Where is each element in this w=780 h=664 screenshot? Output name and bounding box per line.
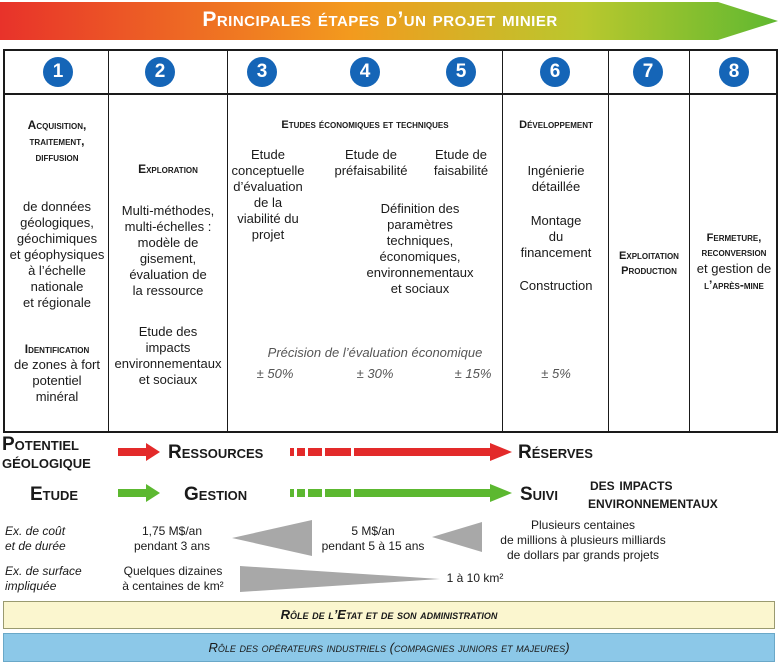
parameters-definition: Définition des paramètres techniques, économiques, environnementaux et sociaux xyxy=(366,201,474,296)
studies-heading: Etudes économiques et techniques xyxy=(281,119,449,131)
stage1-heading: Acquisition, traitement, diffusion xyxy=(27,118,87,164)
stage4-body: Etude de préfaisabilité xyxy=(334,147,408,178)
stage-number-6: 6 xyxy=(540,57,570,87)
cost-wedge-2 xyxy=(432,522,482,552)
stage1-footer: Identification de zones à fort potentiel minéral xyxy=(14,342,100,404)
stage2-body: Multi-méthodes, multi-échelles : modèle de gisement, évaluation de la ressource xyxy=(121,203,215,298)
red-arrow-1 xyxy=(118,443,162,461)
cost-stage1: 1,75 M$/an pendant 3 ans xyxy=(133,524,211,553)
operators-role-band: Rôle des opérateurs industriels (compagnies juniors et majeures) xyxy=(3,633,775,662)
surface-stage1: Quelques dizaines à centaines de km² xyxy=(122,564,224,593)
cost-stage3: Plusieurs centaines de millions à plusieurs milliards de dollars par grands projets xyxy=(500,518,666,562)
surface-wedge xyxy=(240,566,440,592)
cost-label: Ex. de coût et de durée xyxy=(5,524,66,553)
stage2-footer: Etude des impacts environnementaux et sociaux xyxy=(114,324,222,387)
stage-number-1: 1 xyxy=(43,57,73,87)
precision-stage4: ± 30% xyxy=(356,366,394,381)
stage-number-3: 3 xyxy=(247,57,277,87)
cost-stage2: 5 M$/an pendant 5 à 15 ans xyxy=(321,524,425,553)
stage-number-8: 8 xyxy=(719,57,749,87)
stage-number-2: 2 xyxy=(145,57,175,87)
precision-stage5: ± 15% xyxy=(454,366,492,381)
stage7-heading: Exploitation Production xyxy=(619,250,679,277)
stage-number-7: 7 xyxy=(633,57,663,87)
stage2-heading: Exploration xyxy=(138,162,198,176)
stage6-heading: Développement xyxy=(519,119,593,131)
reserves-label: Réserves xyxy=(518,442,593,463)
stage6-financing: Montage du financement xyxy=(520,213,592,260)
red-dashed-arrow xyxy=(290,443,514,461)
stage6-engineering: Ingénierie détaillée xyxy=(527,163,585,194)
stage-number-5: 5 xyxy=(446,57,476,87)
monitoring-label: Suivi xyxy=(520,484,558,505)
stages-table xyxy=(3,49,778,433)
green-dashed-arrow xyxy=(290,484,514,502)
cost-wedge-1 xyxy=(232,520,312,556)
stage3-body: Etude conceptuelle d’évaluation de la viabilité du projet xyxy=(231,147,305,242)
management-label: Gestion xyxy=(184,484,248,505)
study-label: Etude xyxy=(30,484,79,505)
state-role-band: Rôle de l’Etat et de son administration xyxy=(3,601,775,629)
stage8-text: Fermeture, reconversion et gestion de l’après-mine xyxy=(696,232,772,292)
green-arrow-1 xyxy=(118,484,162,502)
precision-stage3: ± 50% xyxy=(256,366,294,381)
impacts-label: des impacts environnementaux xyxy=(588,475,718,512)
stage6-construction: Construction xyxy=(519,278,593,293)
stage5-body: Etude de faisabilité xyxy=(433,147,489,178)
surface-stage2: 1 à 10 km² xyxy=(446,571,504,585)
precision-label: Précision de l’évaluation économique xyxy=(267,345,483,360)
resources-label: Ressources xyxy=(168,442,264,463)
potential-label: Potentiel géologique xyxy=(2,434,91,473)
surface-label: Ex. de surface impliquée xyxy=(5,564,82,593)
stage-number-4: 4 xyxy=(350,57,380,87)
page-title: Principales étapes d’un projet minier xyxy=(202,8,558,31)
precision-stage6: ± 5% xyxy=(541,366,571,381)
stage1-body: de données géologiques, géochimiques et géophysiques à l’échelle nationale et régionale xyxy=(9,199,105,310)
